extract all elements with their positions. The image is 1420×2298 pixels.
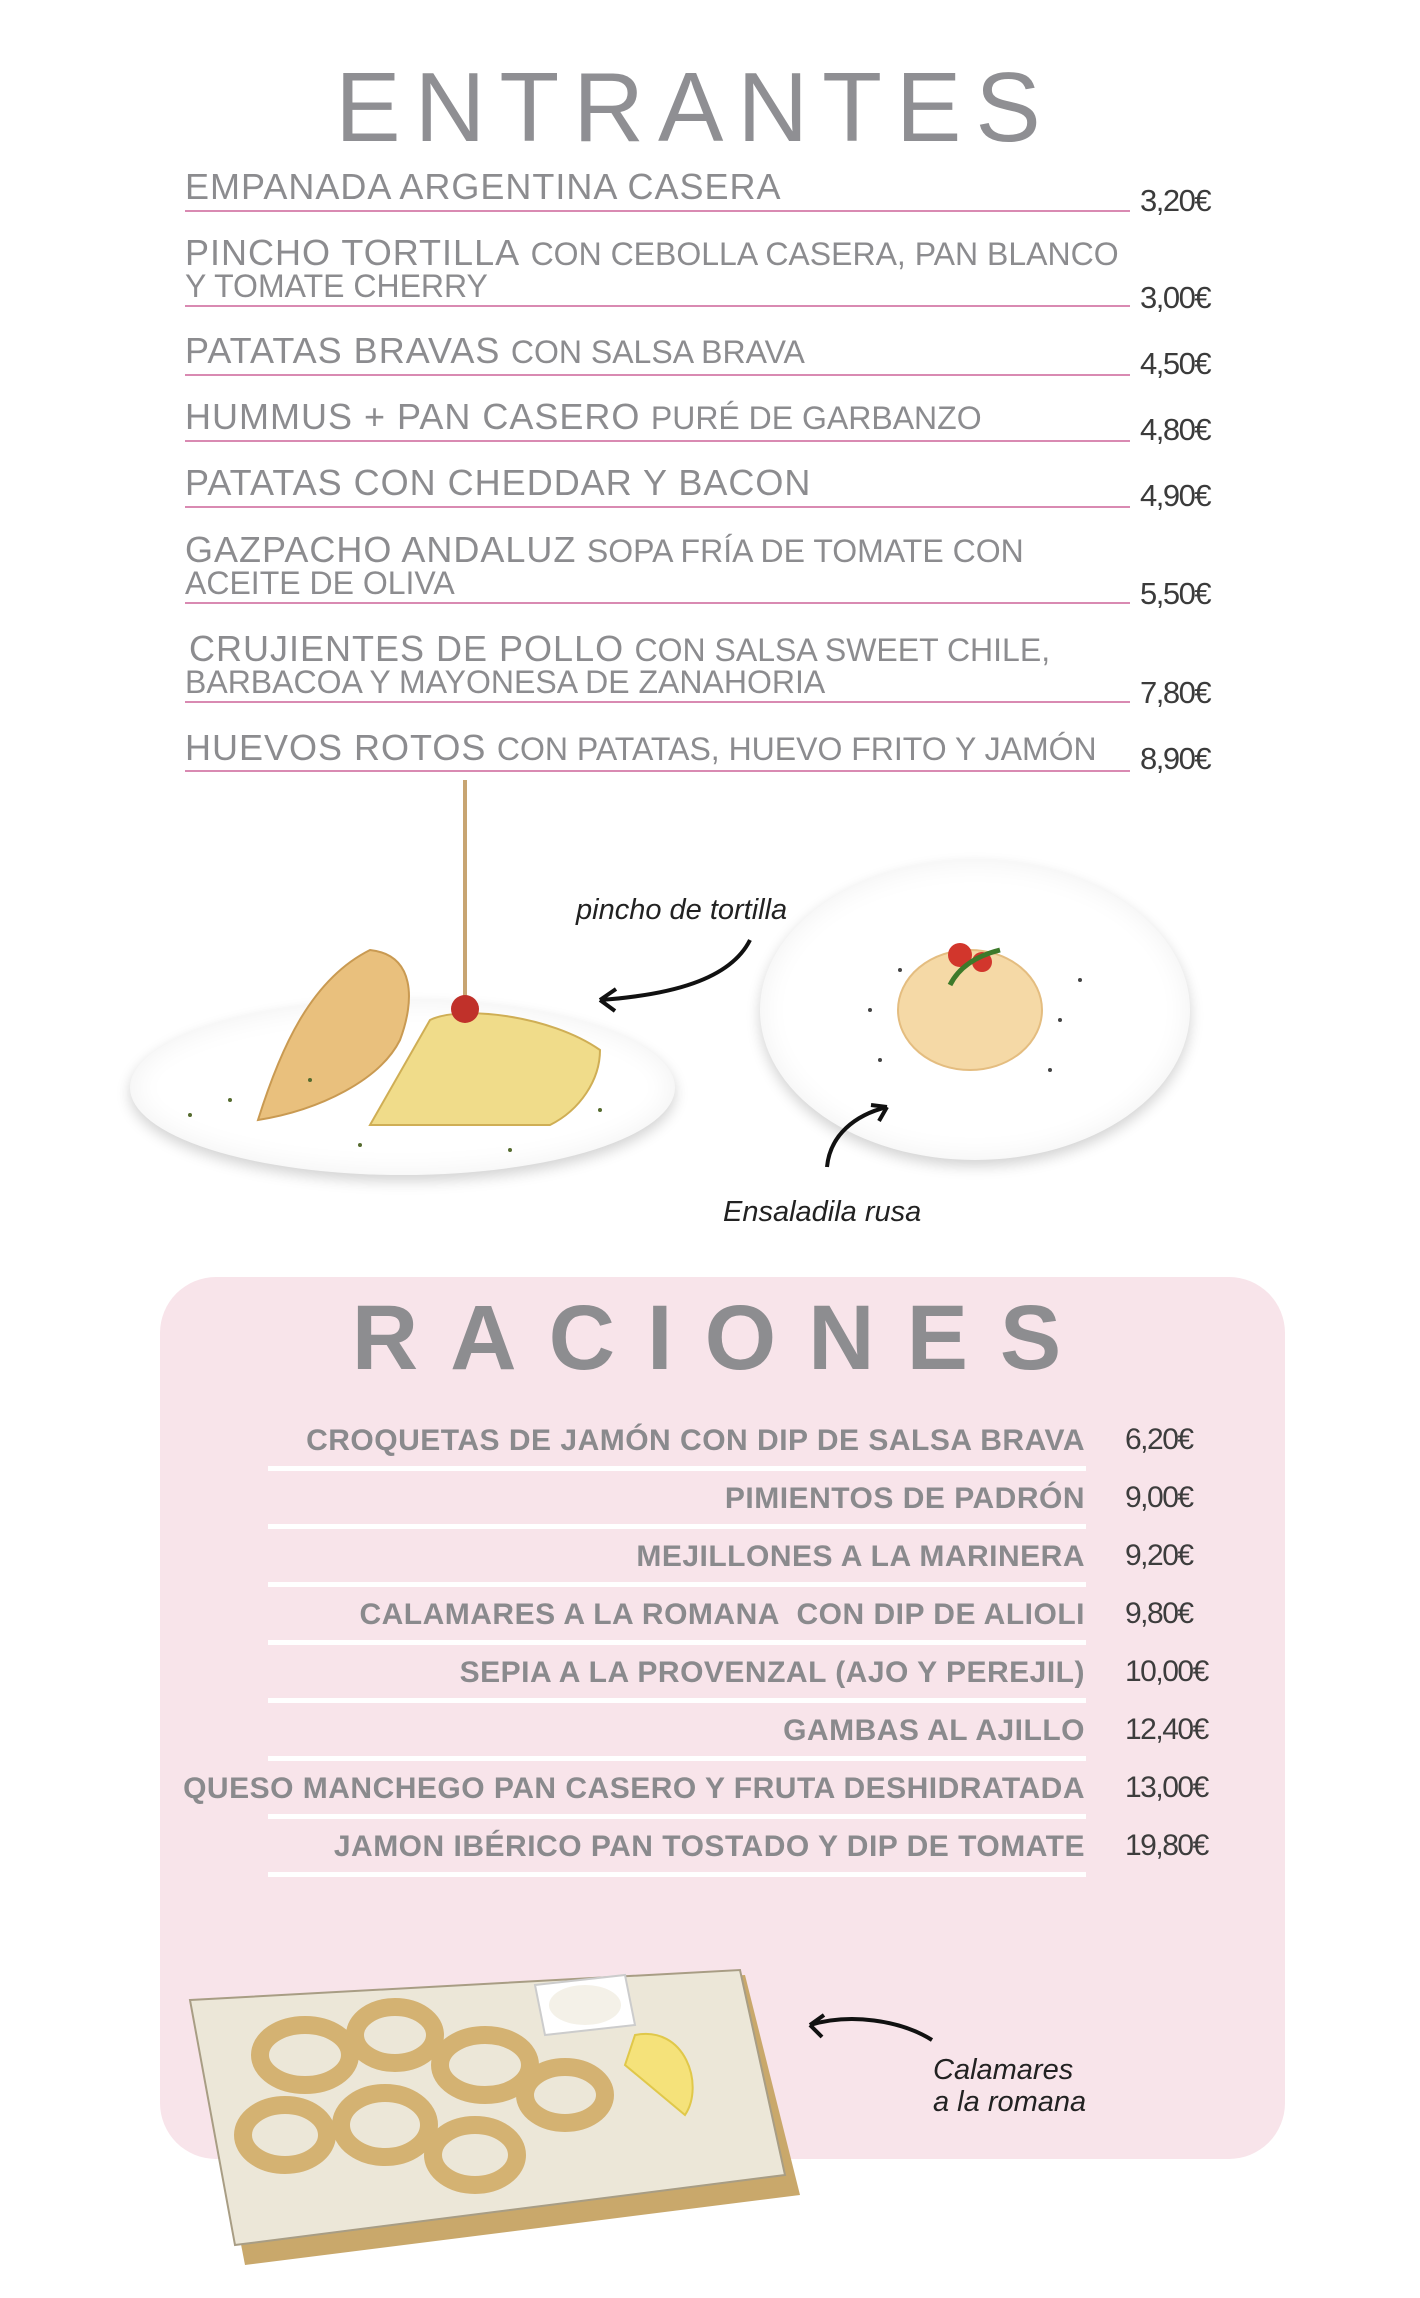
- entrantes-list: [0, 0, 1420, 800]
- menu-item: [185, 727, 1130, 768]
- menu-item: [185, 232, 1130, 304]
- divider: [268, 1524, 1086, 1529]
- divider: [185, 440, 1130, 442]
- divider: [268, 1872, 1086, 1877]
- item-price: 8,90€: [1140, 741, 1211, 776]
- menu-item: [150, 1714, 1085, 1748]
- divider: [185, 210, 1130, 212]
- item-price: 4,80€: [1140, 412, 1211, 447]
- item-name: QUESO MANCHEGO PAN CASERO Y FRUTA DESHIDRATADA: [183, 1772, 1085, 1805]
- divider: [185, 602, 1130, 604]
- item-price: 4,90€: [1140, 478, 1211, 513]
- item-detail: CON SALSA BRAVA: [510, 334, 805, 370]
- arrow-icon: [815, 1095, 895, 1175]
- divider: [268, 1698, 1086, 1703]
- menu-item: [150, 1482, 1085, 1516]
- item-name: SEPIA A LA PROVENZAL (AJO Y PEREJIL): [459, 1656, 1085, 1689]
- arrow-icon: [800, 2005, 940, 2055]
- divider: [185, 374, 1130, 376]
- divider: [185, 506, 1130, 508]
- item-name: GAMBAS AL AJILLO: [783, 1714, 1085, 1747]
- item-price: 10,00€: [1125, 1655, 1208, 1688]
- item-price: 6,20€: [1125, 1423, 1193, 1456]
- item-name: HUMMUS + PAN CASERO: [185, 396, 641, 437]
- item-name: CALAMARES A LA ROMANA CON DIP DE ALIOLI: [359, 1598, 1085, 1631]
- caption-tortilla: pincho de tortilla: [576, 894, 788, 926]
- item-name: EMPANADA ARGENTINA CASERA: [185, 166, 782, 207]
- item-name: CRUJIENTES DE POLLO: [189, 628, 625, 669]
- menu-item: [150, 1598, 1085, 1632]
- item-price: 9,20€: [1125, 1539, 1193, 1572]
- item-detail: BARBACOA Y MAYONESA DE ZANAHORIA: [185, 664, 826, 700]
- item-price: 4,50€: [1140, 346, 1211, 381]
- menu-item: [150, 1772, 1085, 1806]
- divider: [268, 1582, 1086, 1587]
- calamares-photo: [185, 1945, 805, 2285]
- item-detail: PURÉ DE GARBANZO: [650, 400, 982, 436]
- caption-calamares: [933, 2054, 1086, 2118]
- menu-item: [185, 529, 1130, 601]
- caption-calamares-line1: Calamares: [933, 2054, 1074, 2086]
- item-detail: CON PATATAS, HUEVO FRITO Y JAMÓN: [496, 731, 1097, 767]
- divider: [185, 701, 1130, 703]
- menu-item: [185, 396, 1130, 437]
- menu-item: [150, 1656, 1085, 1690]
- entrantes-title: ENTRANTES: [335, 52, 1055, 162]
- item-price: 3,00€: [1140, 280, 1211, 315]
- caption-ensaladilla: Ensaladila rusa: [723, 1196, 922, 1228]
- divider: [268, 1814, 1086, 1819]
- item-price: 9,80€: [1125, 1597, 1193, 1630]
- item-price: 5,50€: [1140, 576, 1211, 611]
- item-name: JAMON IBÉRICO PAN TOSTADO Y DIP DE TOMATE: [333, 1830, 1085, 1863]
- item-name: CROQUETAS DE JAMÓN CON DIP DE SALSA BRAVA: [306, 1424, 1085, 1457]
- menu-item: [185, 628, 1130, 700]
- item-detail: CON CEBOLLA CASERA, PAN BLANCO: [530, 236, 1119, 272]
- divider: [268, 1466, 1086, 1471]
- divider: [185, 770, 1130, 772]
- item-price: 13,00€: [1125, 1771, 1208, 1804]
- item-detail: Y TOMATE CHERRY: [185, 268, 488, 304]
- arrow-icon: [590, 935, 760, 1015]
- item-price: 19,80€: [1125, 1829, 1208, 1862]
- item-name: GAZPACHO ANDALUZ: [185, 529, 577, 570]
- divider: [185, 305, 1130, 307]
- item-name: HUEVOS ROTOS: [185, 727, 487, 768]
- calamares-illustration: [185, 1945, 805, 2285]
- item-name: PIMIENTOS DE PADRÓN: [724, 1482, 1085, 1515]
- item-detail: CON SALSA SWEET CHILE,: [634, 632, 1051, 668]
- item-price: 7,80€: [1140, 675, 1211, 710]
- menu-item: [185, 462, 1130, 503]
- item-name: PATATAS BRAVAS: [185, 330, 501, 371]
- item-name: MEJILLONES A LA MARINERA: [636, 1540, 1085, 1573]
- item-detail: SOPA FRÍA DE TOMATE CON: [586, 533, 1024, 569]
- menu-item: [185, 166, 1130, 207]
- caption-calamares-line2: a la romana: [933, 2086, 1087, 2118]
- item-detail: ACEITE DE OLIVA: [185, 565, 455, 601]
- menu-item: [150, 1830, 1085, 1864]
- item-price: 9,00€: [1125, 1481, 1193, 1514]
- item-price: 12,40€: [1125, 1713, 1208, 1746]
- menu-item: [150, 1424, 1085, 1458]
- divider: [268, 1640, 1086, 1645]
- item-price: 3,20€: [1140, 183, 1211, 218]
- menu-item: [150, 1540, 1085, 1574]
- menu-item: [185, 330, 1130, 371]
- item-name: PINCHO TORTILLA: [185, 232, 521, 273]
- raciones-title: RACIONES: [351, 1287, 1094, 1389]
- item-name: PATATAS CON CHEDDAR Y BACON: [185, 462, 812, 503]
- divider: [268, 1756, 1086, 1761]
